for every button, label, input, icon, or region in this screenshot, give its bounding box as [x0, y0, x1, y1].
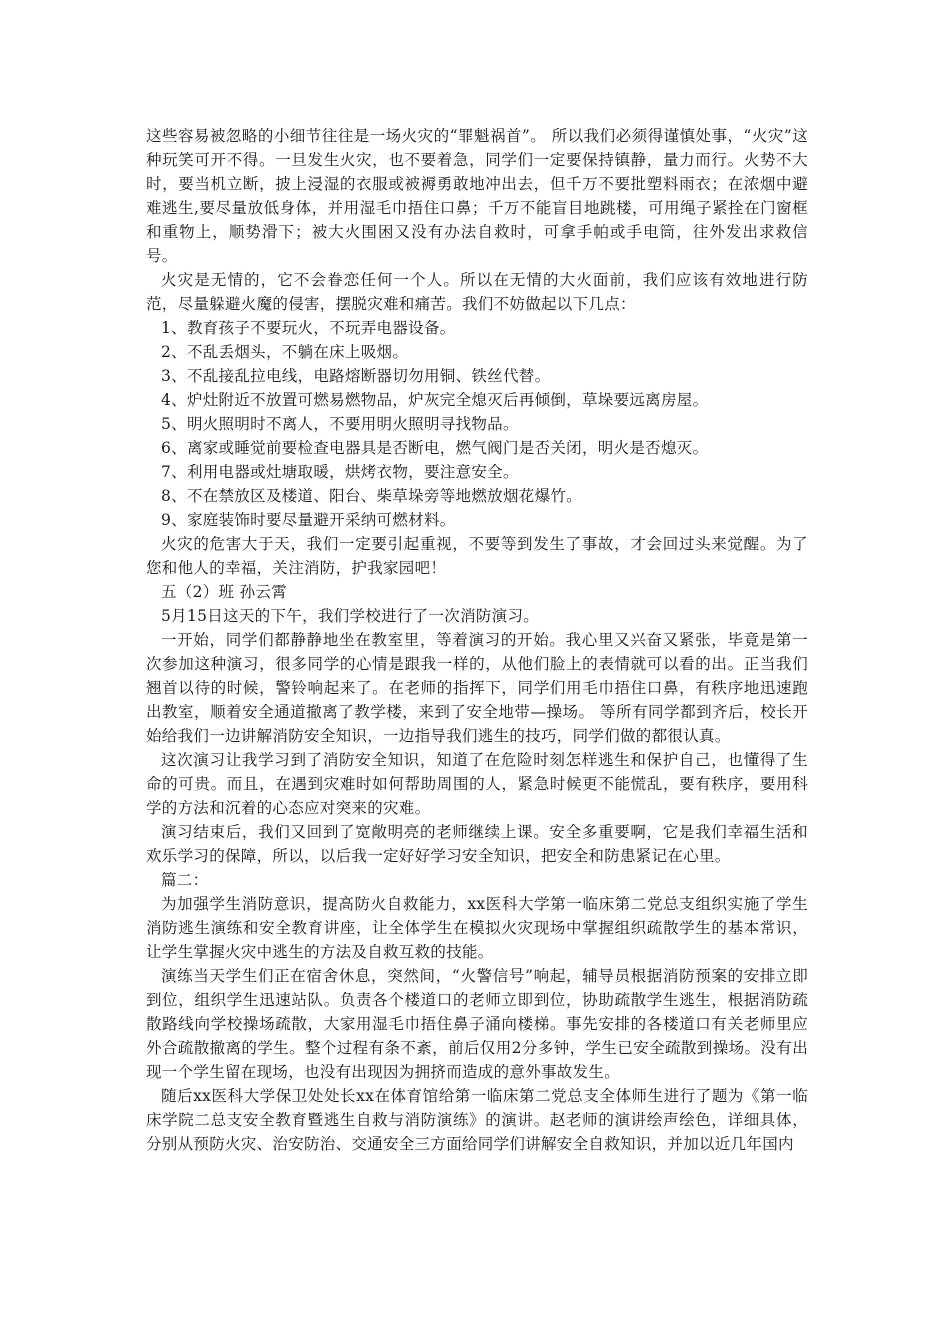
- list-item: 2、不乱丢烟头，不躺在床上吸烟。: [161, 343, 409, 361]
- paragraph: 这些容易被忽略的小细节往往是一场火灾的“罪魁祸首”。 所以我们必须得谨慎处事，“火灾”这种玩笑可开不得。一旦发生火灾，也不要着急，同学们一定要保持镇静，量力而行。火势不大时，要当机立断，披上浸湿的衣服或被褥勇敢地冲出去，但千万不要批塑料雨衣；在浓烟中避难逃生,要尽量放低身体，并用湿毛巾捂住口鼻；千万不能盲目地跳楼，可用绳子紧拴在门窗框和重物上，顺势滑下；被大火围困又没有办法自救时，可拿手帕或手电筒，往外发出求救信号。: [146, 127, 808, 265]
- list-item: 5、明火照明时不离人，不要用明火照明寻找物品。: [161, 415, 519, 433]
- paragraph: 演练当天学生们正在宿舍休息，突然间，“火警信号”响起，辅导员根据消防预案的安排立即到位，组织学生迅速站队。负责各个楼道口的老师立即到位，协助疏散学生逃生，根据消防疏散路线向学校操场疏散，大家用湿毛巾捂住鼻子涌向楼梯。事先安排的各楼道口有关老师里应外合疏散撤离的学生。整个过程有条不紊，前后仅用2分多钟，学生已安全疏散到操场。没有出现一个学生留在现场，也没有出现因为拥挤而造成的意外事故发生。: [146, 967, 808, 1081]
- paragraph: 一开始，同学们都静静地坐在教室里，等着演习的开始。我心里又兴奋又紧张，毕竟是第一次参加这种演习，很多同学的心情是跟我一样的，从他们脸上的表情就可以看的出。正当我们翘首以待的时候，警铃响起来了。在老师的指挥下，同学们用毛巾捂住口鼻，有秩序地迅速跑出教室，顺着安全通道撤离了教学楼，来到了安全地带—操场。 等所有同学都到齐后，校长开始给我们一边讲解消防安全知识，一边指导我们逃生的技巧，同学们做的都很认真。: [146, 631, 808, 745]
- paragraph: 火灾是无情的，它不会眷恋任何一个人。所以在无情的大火面前，我们应该有效地进行防范，尽量躲避火魔的侵害，摆脱灾难和痛苦。我们不妨做起以下几点：: [146, 271, 808, 313]
- list-item: 4、炉灶附近不放置可燃易燃物品，炉灰完全熄灭后再倾倒，草垛要远离房屋。: [161, 391, 709, 409]
- document-body: [146, 124, 808, 1156]
- paragraph: 演习结束后，我们又回到了宽敞明亮的老师继续上课。安全多重要啊，它是我们幸福生活和欢乐学习的保障，所以，以后我一定好好学习安全知识，把安全和防患紧记在心里。: [146, 823, 808, 865]
- list-item: 7、利用电器或灶塘取暖，烘烤衣物，要注意安全。: [161, 463, 519, 481]
- list-item: 6、离家或睡觉前要检查电器具是否断电，燃气阀门是否关闭，明火是否熄灭。: [161, 439, 709, 457]
- list-item: 9、家庭装饰时要尽量避开采纳可燃材料。: [161, 511, 456, 529]
- list-item: 3、不乱接乱拉电线，电路熔断器切勿用铜、铁丝代替。: [161, 367, 551, 385]
- section-heading: 篇二：: [161, 871, 209, 889]
- list-item: 8、不在禁放区及楼道、阳台、柴草垛旁等地燃放烟花爆竹。: [161, 487, 582, 505]
- signature: 五（2）班 孙云霄: [161, 583, 287, 601]
- paragraph: 随后xx医科大学保卫处处长xx在体育馆给第一临床第二党总支全体师生进行了题为《第一临床学院二总支安全教育暨逃生自救与消防演练》的演讲。赵老师的演讲绘声绘色，详细具体，分别从预防火灾、治安防治、交通安全三方面给同学们讲解安全自救知识，并加以近几年国内: [146, 1087, 808, 1153]
- paragraph: 这次演习让我学习到了消防安全知识，知道了在危险时刻怎样逃生和保护自己，也懂得了生命的可贵。而且，在遇到灾难时如何帮助周围的人，紧急时候更不能慌乱，要有秩序，要用科学的方法和沉着的心态应对突来的灾难。: [146, 751, 808, 817]
- paragraph: 为加强学生消防意识，提高防火自救能力，xx医科大学第一临床第二党总支组织实施了学生消防逃生演练和安全教育讲座，让全体学生在模拟火灾现场中掌握组织疏散学生的基本常识，让学生掌握火灾中逃生的方法及自救互救的技能。: [146, 895, 808, 961]
- paragraph: 火灾的危害大于天，我们一定要引起重视，不要等到发生了事故，才会回过头来觉醒。为了您和他人的幸福，关注消防，护我家园吧！: [146, 535, 808, 577]
- list-item: 5月15日这天的下午，我们学校进行了一次消防演习。: [161, 607, 540, 625]
- list-item: 1、教育孩子不要玩火，不玩弄电器设备。: [161, 319, 456, 337]
